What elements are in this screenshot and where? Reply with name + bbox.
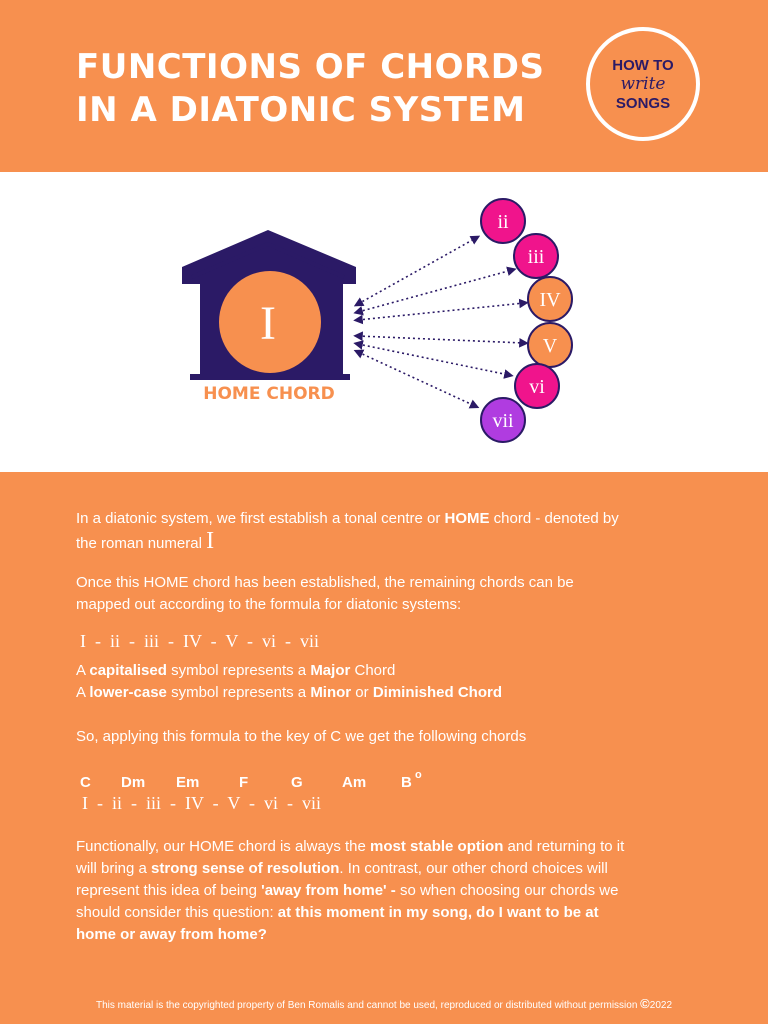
paragraph-functionally [76,836,716,946]
chord-name: G [291,774,303,791]
formula-line-2: I - ii - iii - IV - V - vi - vii [82,793,321,813]
paragraph-intro [76,508,716,555]
text-segment: should consider this question: [76,904,278,921]
text-bold: 'away from home' - [261,882,396,899]
chord-label-IV: IV [539,289,561,311]
arrow-vii [358,352,475,406]
logo-line-3: SONGS [615,95,671,112]
chord-label-ii: ii [497,211,509,233]
text-bold: Minor [310,684,352,701]
chord-label-vii: vii [492,410,514,432]
text-segment: represent this idea of being [76,882,262,899]
text-bold: HOME [444,510,490,527]
home-numeral: I [260,297,276,350]
chord-label-vi: vi [529,376,545,398]
text-segment: the roman numeral [76,535,207,552]
text-bold: home or away from home? [76,926,267,943]
chord-diagram [0,172,768,472]
text-bold: Diminished Chord [372,684,502,701]
chord-name: Em [176,774,200,791]
chord-name: C [80,774,91,791]
header [0,0,768,172]
chord-label-iii: iii [527,246,545,268]
text-bold: Major [310,662,351,679]
text-segment: In a diatonic system, we first establish a tonal centre or [76,510,445,527]
text-segment: . In contrast, our other chord choices will [339,860,608,877]
text-segment: will bring a [76,860,152,877]
page-title [76,46,544,132]
text-bold: strong sense of resolution [151,860,340,877]
text-bold: capitalised [89,662,167,679]
home-chord-label: HOME CHORD [203,384,335,404]
how-to-write-songs-logo [586,27,700,141]
chord-name: Am [342,774,367,791]
logo-line-2: write [620,74,666,94]
text-segment: so when choosing our chords we [395,882,619,899]
text-segment: symbol represents a [166,662,311,679]
paragraph-key-of-c: So, applying this formula to the key of C we get the following chords [76,728,527,745]
paragraph-established [76,572,716,616]
formula-line: I - ii - iii - IV - V - vi - vii [80,631,319,651]
chord-name: F [239,774,249,791]
footer-text: This material is the copyrighted property of Ben Romalis and cannot be used, reproduced or distributed without permission [95,1000,641,1011]
text-bold: lower-case [89,684,167,701]
text-segment: symbol represents a [166,684,311,701]
chord-label-V: V [542,335,558,357]
diminished-symbol: o [415,769,422,781]
text-segment: Chord [350,662,396,679]
chord-name: B [401,774,412,791]
arrow-ii [358,238,476,304]
text-segment: mapped out according to the formula for diatonic systems: [76,596,462,613]
title-line-2: IN A DIATONIC SYSTEM [76,90,526,130]
text-segment: chord - denoted by [489,510,619,527]
roman-numeral-I: I [206,528,215,554]
text-segment: or [351,684,373,701]
paragraph-minor [76,682,716,704]
text-segment: A [76,684,90,701]
footer-year: 2022 [649,1000,673,1011]
footer-copyright [0,996,768,1011]
logo-line-1: HOW TO [612,57,674,74]
text-segment: Once this HOME chord has been established, the remaining chords can be [76,574,574,591]
chord-circles [481,199,572,442]
chord-name: Dm [121,774,146,791]
text-segment: Functionally, our HOME chord is always the [76,838,371,855]
title-line-1: FUNCTIONS OF CHORDS [76,47,545,87]
paragraph-major [76,660,716,682]
text-bold: at this moment in my song, do I want to be at [277,904,599,921]
text-bold: most stable option [370,838,504,855]
arrow-V [358,336,524,343]
text-segment: A [76,662,90,679]
text-segment: and returning to it [503,838,625,855]
arrow-vi [358,344,509,375]
chord-names-row [76,769,436,792]
diagram-panel [0,172,768,472]
copyright-icon: © [640,996,650,1011]
